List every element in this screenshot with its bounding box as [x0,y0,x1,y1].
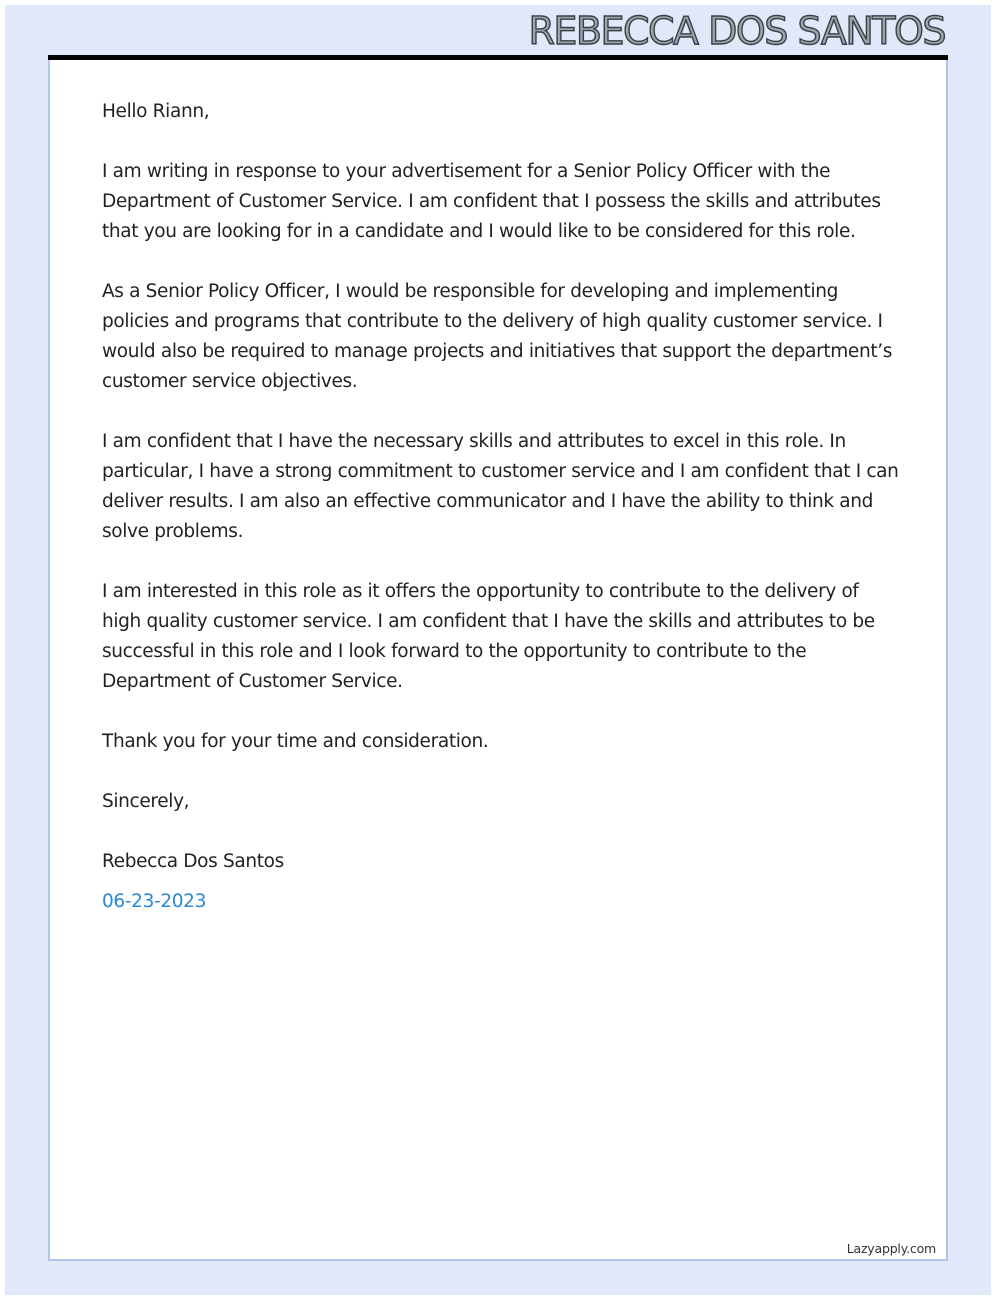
letter-sheet [48,60,948,1261]
cover-letter-body [102,97,902,917]
signer-name: Rebecca Dos Santos [102,851,284,872]
letter-greeting: Hello Riann, [102,101,210,122]
letter-paragraph: I am confident that I have the necessary skills and attributes to excel in this role. In particular, I have a strong commitment to customer service and I am confident that I can deliver results. I am also an effective communicator and I have the ability to think and solve problems. [102,431,899,542]
applicant-name-header: REBECCA DOS SANTOS [528,9,945,53]
letter-paragraph: I am writing in response to your advertisement for a Senior Policy Officer with the Department of Customer Service. I am confident that I possess the skills and attributes that you are looking for in a candidate and I would like to be considered for this role. [102,161,881,242]
letter-paragraph: I am interested in this role as it offers the opportunity to contribute to the delivery of high quality customer service. I am confident that I have the skills and attributes to be successful in this role and I look forward to the opportunity to contribute to the Department of Customer Service. [102,581,875,692]
letter-closing: Sincerely, [102,791,190,812]
letter-paragraph: As a Senior Policy Officer, I would be responsible for developing and implementing policies and programs that contribute to the delivery of high quality customer service. I would also be required to manage projects and initiatives that support the department’s customer service objectives. [102,281,893,392]
letter-paragraph: Thank you for your time and consideration. [102,731,489,752]
footer-brand: Lazyapply.com [846,1241,936,1256]
letter-date: 06-23-2023 [102,891,207,912]
